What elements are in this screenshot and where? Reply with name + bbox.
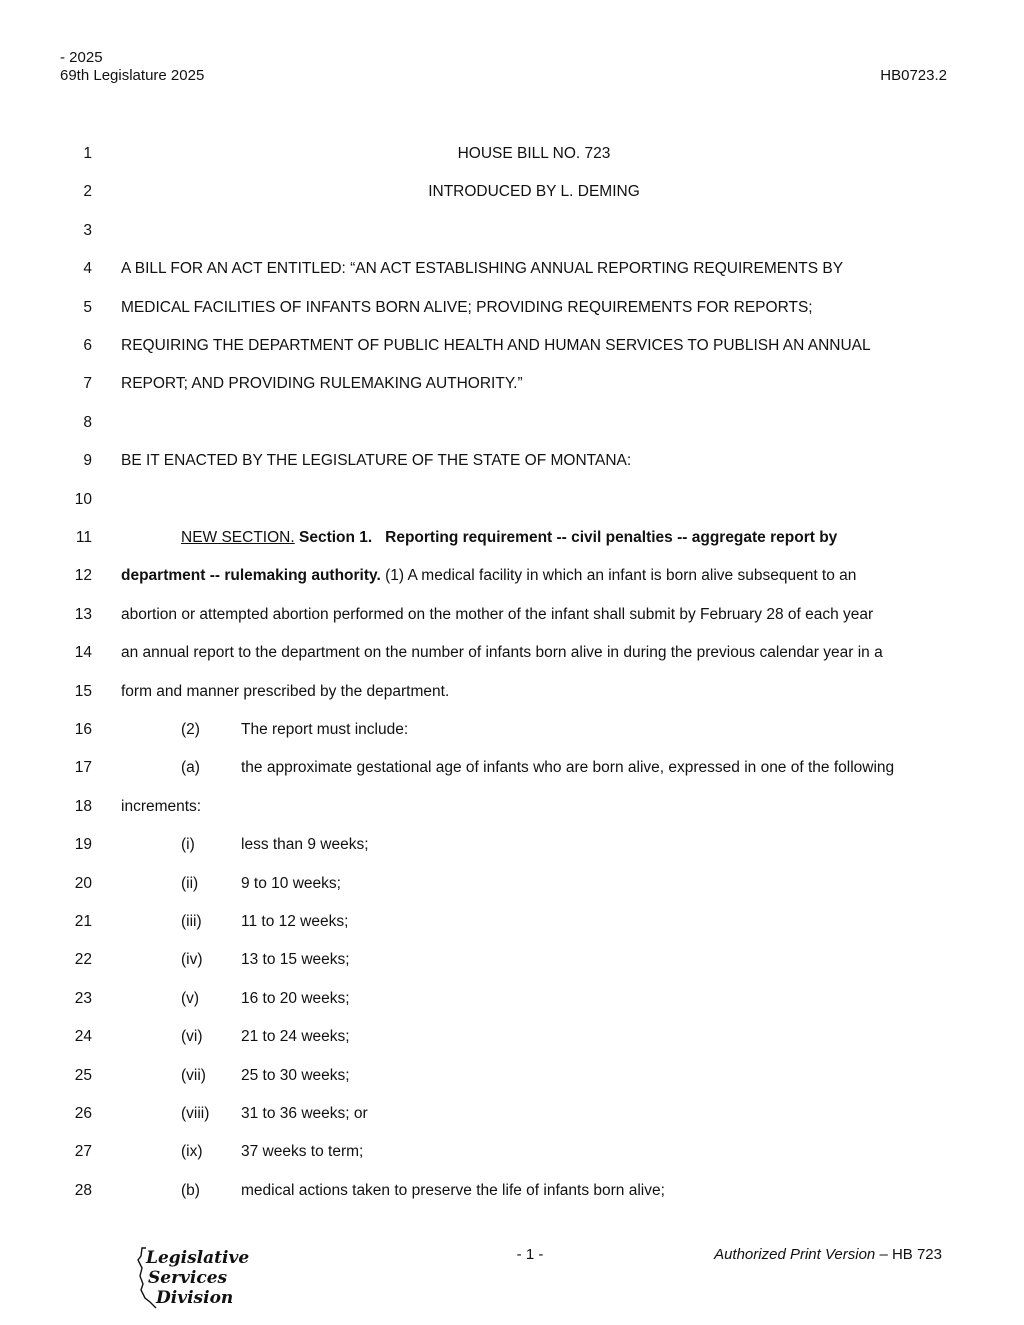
bill-line	[0, 142, 1024, 166]
line-text: form and manner prescribed by the department.	[121, 683, 450, 700]
new-section-label: NEW SECTION.	[181, 529, 295, 546]
bill-line	[0, 872, 1024, 896]
line-number: 13	[74, 606, 92, 623]
subsection-text: medical actions taken to preserve the life of infants born alive;	[241, 1182, 665, 1199]
subsection-text: 9 to 10 weeks;	[241, 875, 341, 892]
subsection-text: less than 9 weeks;	[241, 836, 369, 853]
line-text	[121, 564, 856, 588]
bill-line	[0, 1102, 1024, 1126]
line-number: 28	[74, 1182, 92, 1199]
logo-line-2: Services	[148, 1268, 228, 1288]
bill-line	[0, 296, 1024, 320]
bill-line	[0, 603, 1024, 627]
line-number: 19	[74, 836, 92, 853]
line-text: A BILL FOR AN ACT ENTITLED: “AN ACT ESTABLISHING ANNUAL REPORTING REQUIREMENTS BY	[121, 260, 844, 277]
line-number: 27	[74, 1143, 92, 1160]
bill-line	[0, 257, 1024, 281]
subsection-marker: (vii)	[181, 1067, 206, 1084]
bill-line	[0, 987, 1024, 1011]
bill-line	[0, 641, 1024, 665]
line-number: 7	[83, 375, 92, 392]
section-heading	[181, 526, 837, 550]
title-text: INTRODUCED BY L. DEMING	[428, 183, 640, 200]
header-bill-id: HB0723.2	[880, 67, 947, 84]
bill-line	[0, 795, 1024, 819]
line-number: 25	[74, 1067, 92, 1084]
subsection-marker: (vi)	[181, 1028, 203, 1045]
line-text: abortion or attempted abortion performed on the mother of the infant shall submit by February 28 of each year	[121, 606, 874, 623]
subsection-marker: (iii)	[181, 913, 202, 930]
line-number: 9	[83, 452, 92, 469]
bill-line	[0, 1064, 1024, 1088]
line-number: 11	[75, 529, 92, 546]
title-text: HOUSE BILL NO. 723	[457, 145, 611, 162]
bill-line	[0, 756, 1024, 780]
line-text: increments:	[121, 798, 202, 815]
subsection-text: 13 to 15 weeks;	[241, 951, 350, 968]
line-text: an annual report to the department on the number of infants born alive in during the previous calendar year in a	[121, 644, 883, 661]
subsection-marker: (i)	[181, 836, 195, 853]
section-title: Reporting requirement -- civil penalties -- aggregate report by	[385, 529, 838, 546]
bill-line	[0, 1179, 1024, 1203]
line-text-rest: (1) A medical facility in which an infant is born alive subsequent to an	[380, 567, 857, 584]
subsection-text: the approximate gestational age of infants who are born alive, expressed in one of the following	[241, 759, 895, 776]
subsection-marker: (viii)	[181, 1105, 210, 1122]
bill-line	[0, 718, 1024, 742]
lsd-logo	[136, 1246, 250, 1312]
bill-line	[0, 1140, 1024, 1164]
bill-line	[0, 372, 1024, 396]
section-number: Section 1.	[298, 529, 373, 546]
subsection-marker: (iv)	[181, 951, 203, 968]
bill-line	[0, 219, 1024, 243]
subsection-marker: (2)	[181, 721, 200, 738]
line-number: 10	[74, 491, 92, 508]
line-number: 2	[83, 183, 92, 200]
line-text: REQUIRING THE DEPARTMENT OF PUBLIC HEALTH AND HUMAN SERVICES TO PUBLISH AN ANNUAL	[121, 337, 871, 354]
section-title-cont: department -- rulemaking authority.	[121, 567, 381, 584]
bill-line	[0, 910, 1024, 934]
line-number: 12	[74, 567, 92, 584]
line-number: 24	[74, 1028, 92, 1045]
subsection-marker: (ix)	[181, 1143, 203, 1160]
bill-line	[0, 411, 1024, 435]
line-text: MEDICAL FACILITIES OF INFANTS BORN ALIVE; PROVIDING REQUIREMENTS FOR REPORTS;	[121, 299, 813, 316]
logo-line-1: Legislative	[146, 1248, 250, 1268]
line-text: REPORT; AND PROVIDING RULEMAKING AUTHORITY.”	[121, 375, 523, 392]
bill-line	[0, 1025, 1024, 1049]
line-number: 5	[83, 299, 92, 316]
bill-line	[0, 334, 1024, 358]
line-number: 3	[83, 222, 92, 239]
line-number: 18	[74, 798, 92, 815]
page-number: - 1 -	[516, 1246, 544, 1263]
line-number: 14	[74, 644, 92, 661]
line-number: 8	[83, 414, 92, 431]
line-number: 22	[74, 951, 92, 968]
line-number: 16	[74, 721, 92, 738]
logo-line-3: Division	[156, 1288, 234, 1308]
subsection-text: 11 to 12 weeks;	[241, 913, 349, 930]
subsection-marker: (a)	[181, 759, 200, 776]
header-session: - 2025	[60, 49, 103, 66]
subsection-text: 21 to 24 weeks;	[241, 1028, 350, 1045]
bill-line	[0, 564, 1024, 588]
bill-line	[0, 680, 1024, 704]
bill-line	[0, 526, 1024, 550]
line-number: 21	[74, 913, 92, 930]
header-legislature: 69th Legislature 2025	[60, 67, 205, 84]
bill-line	[0, 180, 1024, 204]
subsection-text: 16 to 20 weeks;	[241, 990, 350, 1007]
subsection-text: 31 to 36 weeks; or	[241, 1105, 368, 1122]
subsection-text: 25 to 30 weeks;	[241, 1067, 350, 1084]
subsection-text: 37 weeks to term;	[241, 1143, 364, 1160]
authorized-bill: – HB 723	[875, 1246, 942, 1263]
bill-line	[0, 948, 1024, 972]
line-text: BE IT ENACTED BY THE LEGISLATURE OF THE STATE OF MONTANA:	[121, 452, 632, 469]
line-number: 17	[74, 759, 92, 776]
bill-line	[0, 449, 1024, 473]
line-number: 26	[74, 1105, 92, 1122]
bill-line	[0, 488, 1024, 512]
line-number: 4	[83, 260, 92, 277]
bill-line	[0, 833, 1024, 857]
line-number: 23	[74, 990, 92, 1007]
line-number: 1	[83, 145, 92, 162]
subsection-marker: (v)	[181, 990, 200, 1007]
subsection-marker: (b)	[181, 1182, 200, 1199]
authorized-label: Authorized Print Version	[714, 1246, 876, 1263]
subsection-marker: (ii)	[181, 875, 199, 892]
authorized-print-version	[714, 1246, 942, 1263]
subsection-text: The report must include:	[241, 721, 409, 738]
line-number: 20	[74, 875, 92, 892]
line-number: 6	[83, 337, 92, 354]
line-number: 15	[74, 683, 92, 700]
